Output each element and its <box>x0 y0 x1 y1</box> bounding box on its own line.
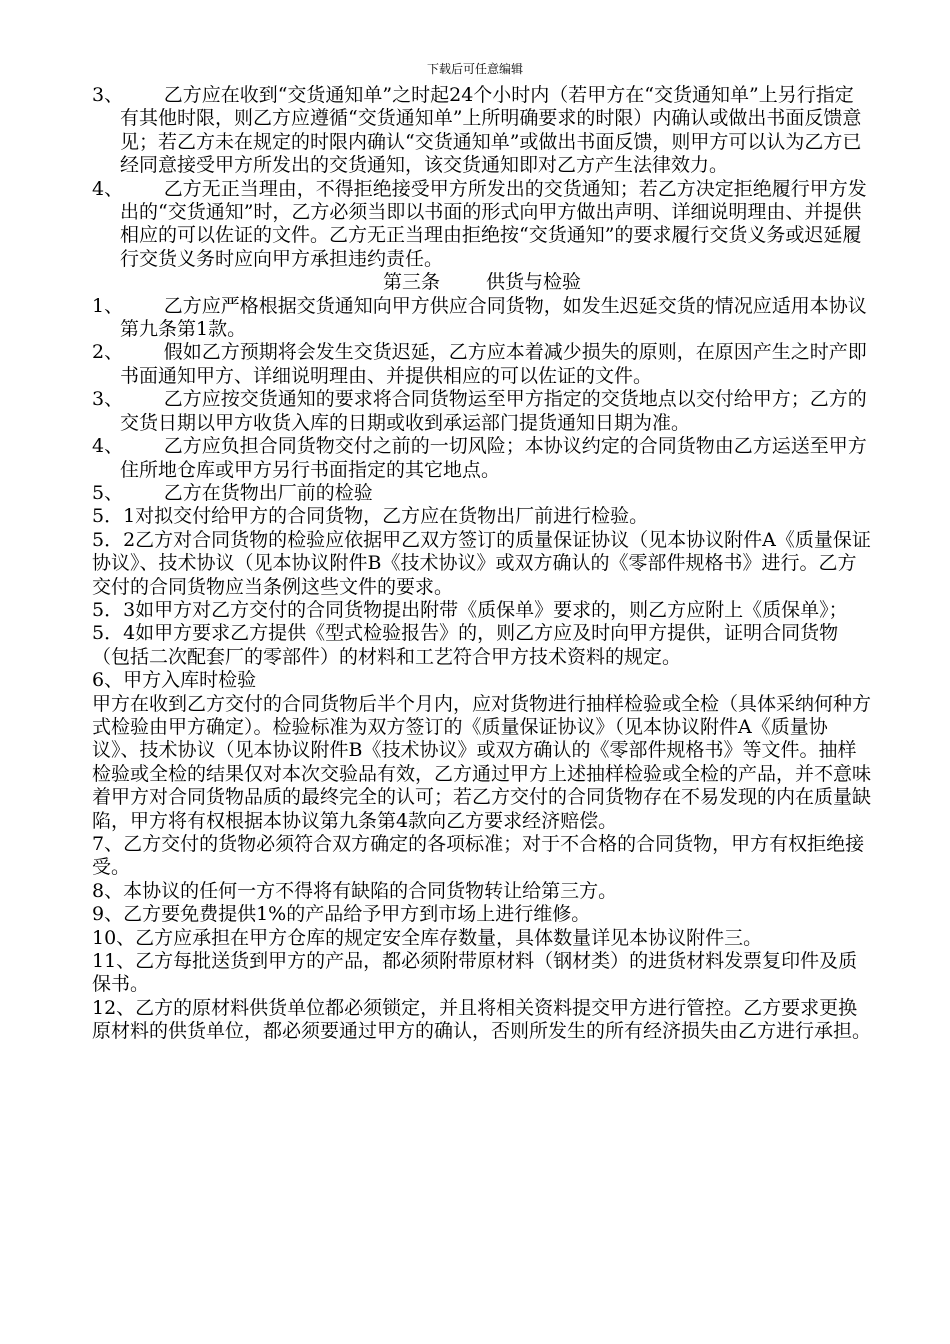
list-item <box>92 295 872 342</box>
list-item <box>92 84 872 178</box>
clause-paragraph: 8、本协议的任何一方不得将有缺陷的合同货物转让给第三方。 <box>92 879 618 902</box>
clause-paragraph: 5．2乙方对合同货物的检验应依据甲乙双方签订的质量保证协议（见本协议附件A《质量保证协议》、技术协议（见本协议附件B《技术协议》或双方确认的《零部件规格书》进行。乙方交付的合同货物应当条例这些文件的要求。 <box>92 528 871 598</box>
item-text: 乙方在货物出厂前的检验 <box>163 481 373 504</box>
clause-paragraph: 5．1对拟交付给甲方的合同货物，乙方应在货物出厂前进行检验。 <box>92 505 649 528</box>
list-item <box>92 178 872 272</box>
clause-paragraph: 5．3如甲方对乙方交付的合同货物提出附带《质保单》要求的，则乙方应附上《质保单》； <box>92 598 848 621</box>
item-number: 3、 <box>92 388 124 411</box>
article-label: 第三条 <box>382 271 440 294</box>
item-number: 2、 <box>92 341 124 364</box>
clause-paragraph: 9、乙方要免费提供1%的产品给予甲方到市场上进行维修。 <box>92 903 591 926</box>
article-title: 供货与检验 <box>486 271 582 294</box>
clause-paragraph: 7、乙方交付的货物必须符合双方确定的各项标准；对于不合格的合同货物，甲方有权拒绝接受。 <box>92 833 865 879</box>
item-text: 假如乙方预期将会发生交货迟延，乙方应本着减少损失的原则，在原因产生之时产即书面通知甲方、详细说明理由、并提供相应的可以佐证的文件。 <box>120 341 867 387</box>
clause-paragraph: 10、乙方应承担在甲方仓库的规定安全库存数量，具体数量详见本协议附件三。 <box>92 926 763 949</box>
clause-paragraph: 11、乙方每批送货到甲方的产品，都必须附带原材料（钢材类）的进货材料发票复印件及质保书。 <box>92 950 858 996</box>
clause-paragraph: 5．4如甲方要求乙方提供《型式检验报告》的，则乙方应及时向甲方提供，证明合同货物（包括二次配套厂的零部件）的材料和工艺符合甲方技术资料的规定。 <box>92 622 839 668</box>
item-number: 5、 <box>92 481 124 504</box>
item-number: 1、 <box>92 294 124 317</box>
item-text: 乙方应严格根据交货通知向甲方供应合同货物，如发生迟延交货的情况应适用本协议第九条第1款。 <box>120 294 867 341</box>
clause-paragraph: 甲方在收到乙方交付的合同货物后半个月内，应对货物进行抽样检验或全检（具体采纳何种方式检验由甲方确定）。检验标准为双方签订的《质量保证协议》（见本协议附件A《质量协议》、技术协议（见本协议附件B《技术协议》或双方确认的《零部件规格书》等文件。抽样检验或全检的结果仅对本次交验品有效，乙方通过甲方上述抽样检验或全检的产品，并不意味着甲方对合同货物品质的最终完全的认可；若乙方交付的合同货物存在不易发现的内在质量缺陷，甲方将有权根据本协议第九条第4款向乙方要求经济赔偿。 <box>92 692 872 832</box>
item-number: 3、 <box>92 84 124 106</box>
list-item <box>92 435 872 482</box>
item-number: 4、 <box>92 177 124 200</box>
clause-paragraph: 6、甲方入库时检验 <box>92 669 257 692</box>
item-text: 乙方无正当理由，不得拒绝接受甲方所发出的交货通知；若乙方决定拒绝履行甲方发出的“交货通知”时，乙方必须当即以书面的形式向甲方做出声明、详细说明理由、并提供相应的可以佐证的文件。乙方无正当理由拒绝按“交货通知”的要求履行交货义务或迟延履行交货义务时应向甲方承担违约责任。 <box>120 177 867 270</box>
list-item <box>92 341 872 388</box>
item-number: 4、 <box>92 435 124 458</box>
item-text: 乙方应按交货通知的要求将合同货物运至甲方指定的交货地点以交付给甲方；乙方的交货日期以甲方收货入库的日期或收到承运部门提货通知日期为准。 <box>120 388 867 434</box>
item-text: 乙方应负担合同货物交付之前的一切风险；本协议约定的合同货物由乙方运送至甲方住所地仓库或甲方另行书面指定的其它地点。 <box>120 435 867 481</box>
item-text: 乙方应在收到“交货通知单”之时起24个小时内（若甲方在“交货通知单”上另行指定有其他时限，则乙方应遵循“交货通知单”上所明确要求的时限）内确认或做出书面反馈意见；若乙方未在规定的时限内确认“交货通知单”或做出书面反馈，则甲方可以认为乙方已经同意接受甲方所发出的交货通知，该交货通知即对乙方产生法律效力。 <box>120 84 862 177</box>
article-heading <box>92 271 872 294</box>
list-item <box>92 482 872 505</box>
page-header: 下载后可任意编辑 <box>426 62 523 76</box>
clause-paragraph: 12、乙方的原材料供货单位都必须锁定，并且将相关资料提交甲方进行管控。乙方要求更换原材料的供货单位，都必须要通过甲方的确认，否则所发生的所有经济损失由乙方进行承担。 <box>92 996 872 1043</box>
document-body <box>92 84 872 1044</box>
list-item <box>92 388 872 435</box>
